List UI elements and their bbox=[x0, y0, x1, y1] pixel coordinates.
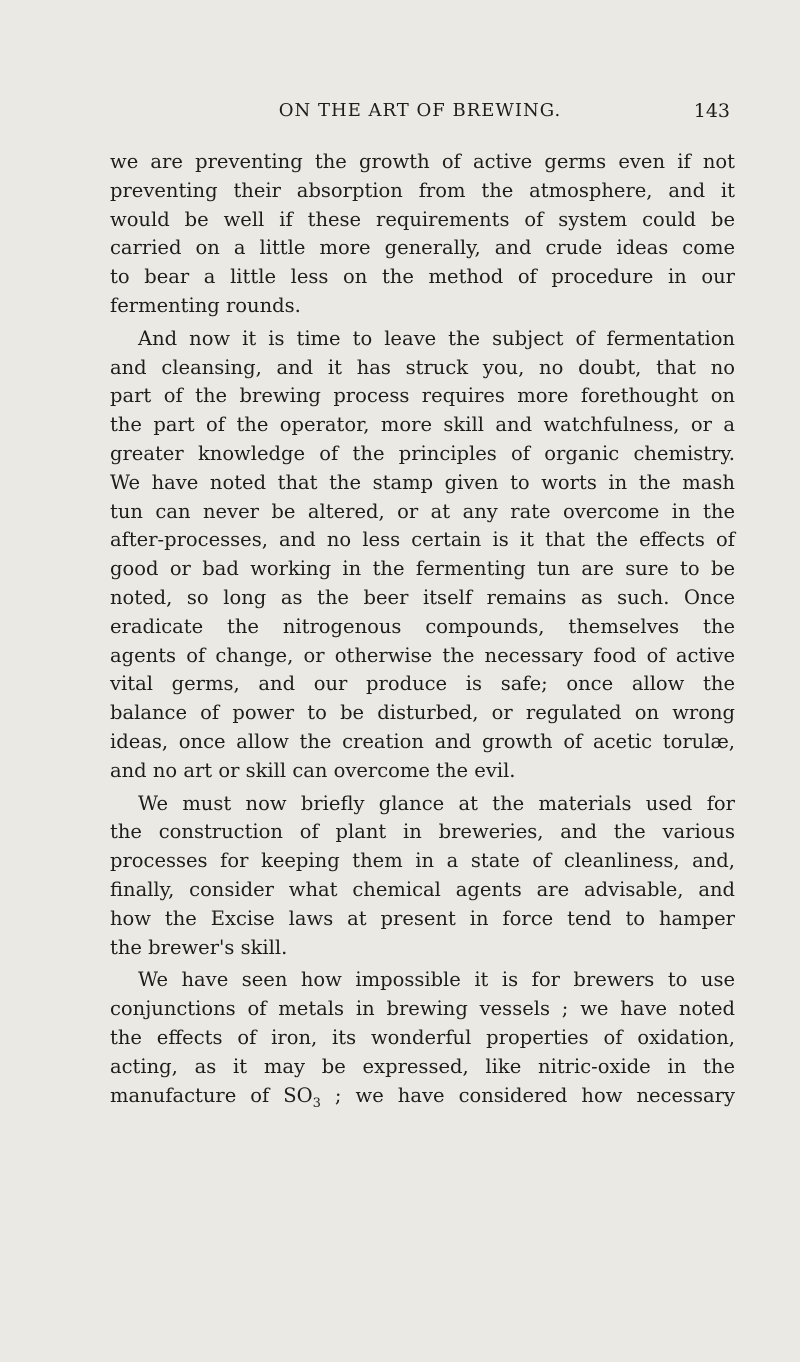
text-line: we are preventing the growth of active germs even if not bbox=[110, 150, 735, 173]
subscript: 3 bbox=[312, 1095, 321, 1111]
text-line: after-processes, and no less certain is it that the effects of bbox=[110, 528, 735, 552]
text-line: finally, consider what chemical agents are advisable, and bbox=[110, 877, 735, 901]
text-line: tun can never be altered, or at any rate overcome in the bbox=[110, 499, 735, 523]
text-line: the part of the operator, more skill and watchfulness, or a bbox=[110, 413, 735, 437]
text-line: And now it is time to leave the subject of fermentation bbox=[138, 326, 735, 350]
running-head bbox=[110, 100, 730, 130]
text-line: We have noted that the stamp given to worts in the mash bbox=[110, 470, 735, 494]
paragraph bbox=[110, 966, 735, 1110]
text-line: fermenting rounds. bbox=[110, 293, 301, 317]
text-line: We must now briefly glance at the materials used for bbox=[138, 791, 735, 815]
text-line bbox=[110, 1082, 735, 1111]
text-line: good or bad working in the fermenting tun are sure to be bbox=[110, 557, 735, 581]
text-line: would be well if these requirements of system could be bbox=[110, 207, 735, 231]
text-line: preventing their absorption from the atmosphere, and it bbox=[110, 178, 735, 202]
text-line: part of the brewing process requires more forethought on bbox=[110, 384, 735, 408]
text-line: ideas, once allow the creation and growth of acetic torulæ, bbox=[110, 729, 735, 753]
text-line: processes for keeping them in a state of cleanliness, and, bbox=[110, 849, 735, 873]
body-text bbox=[110, 148, 735, 1110]
paragraph bbox=[110, 790, 735, 963]
text-line: to bear a little less on the method of procedure in our bbox=[110, 265, 735, 289]
text-line: We have seen how impossible it is for brewers to use bbox=[138, 968, 735, 992]
paragraph bbox=[110, 325, 735, 786]
text-line: carried on a little more generally, and crude ideas come bbox=[110, 236, 735, 260]
text-line: and no art or skill can overcome the evil. bbox=[110, 758, 516, 782]
text-line: balance of power to be disturbed, or regulated on wrong bbox=[110, 701, 735, 725]
text-line: conjunctions of metals in brewing vessels ; we have noted bbox=[110, 997, 735, 1021]
page-number: 143 bbox=[693, 100, 730, 122]
text-line: and cleansing, and it has struck you, no doubt, that no bbox=[110, 355, 735, 379]
text-line: the construction of plant in breweries, and the various bbox=[110, 820, 735, 844]
text-line: how the Excise laws at present in force tend to hamper bbox=[110, 906, 735, 930]
text-line: vital germs, and our produce is safe; once allow the bbox=[110, 672, 735, 696]
text-fragment: ; we have considered how necessary bbox=[320, 1083, 735, 1107]
text-line: acting, as it may be expressed, like nitric-oxide in the bbox=[110, 1054, 735, 1078]
text-line: eradicate the nitrogenous compounds, themselves the bbox=[110, 614, 735, 638]
text-fragment: manufacture of SO bbox=[110, 1083, 313, 1107]
text-line: the brewer's skill. bbox=[110, 935, 288, 959]
text-line: noted, so long as the beer itself remains as such. Once bbox=[110, 585, 735, 609]
running-title: ON THE ART OF BREWING. bbox=[278, 100, 562, 121]
text-line: greater knowledge of the principles of organic chemistry. bbox=[110, 441, 735, 465]
text-line: the effects of iron, its wonderful properties of oxidation, bbox=[110, 1025, 735, 1049]
paragraph bbox=[110, 148, 735, 321]
text-line: agents of change, or otherwise the necessary food of active bbox=[110, 643, 735, 667]
